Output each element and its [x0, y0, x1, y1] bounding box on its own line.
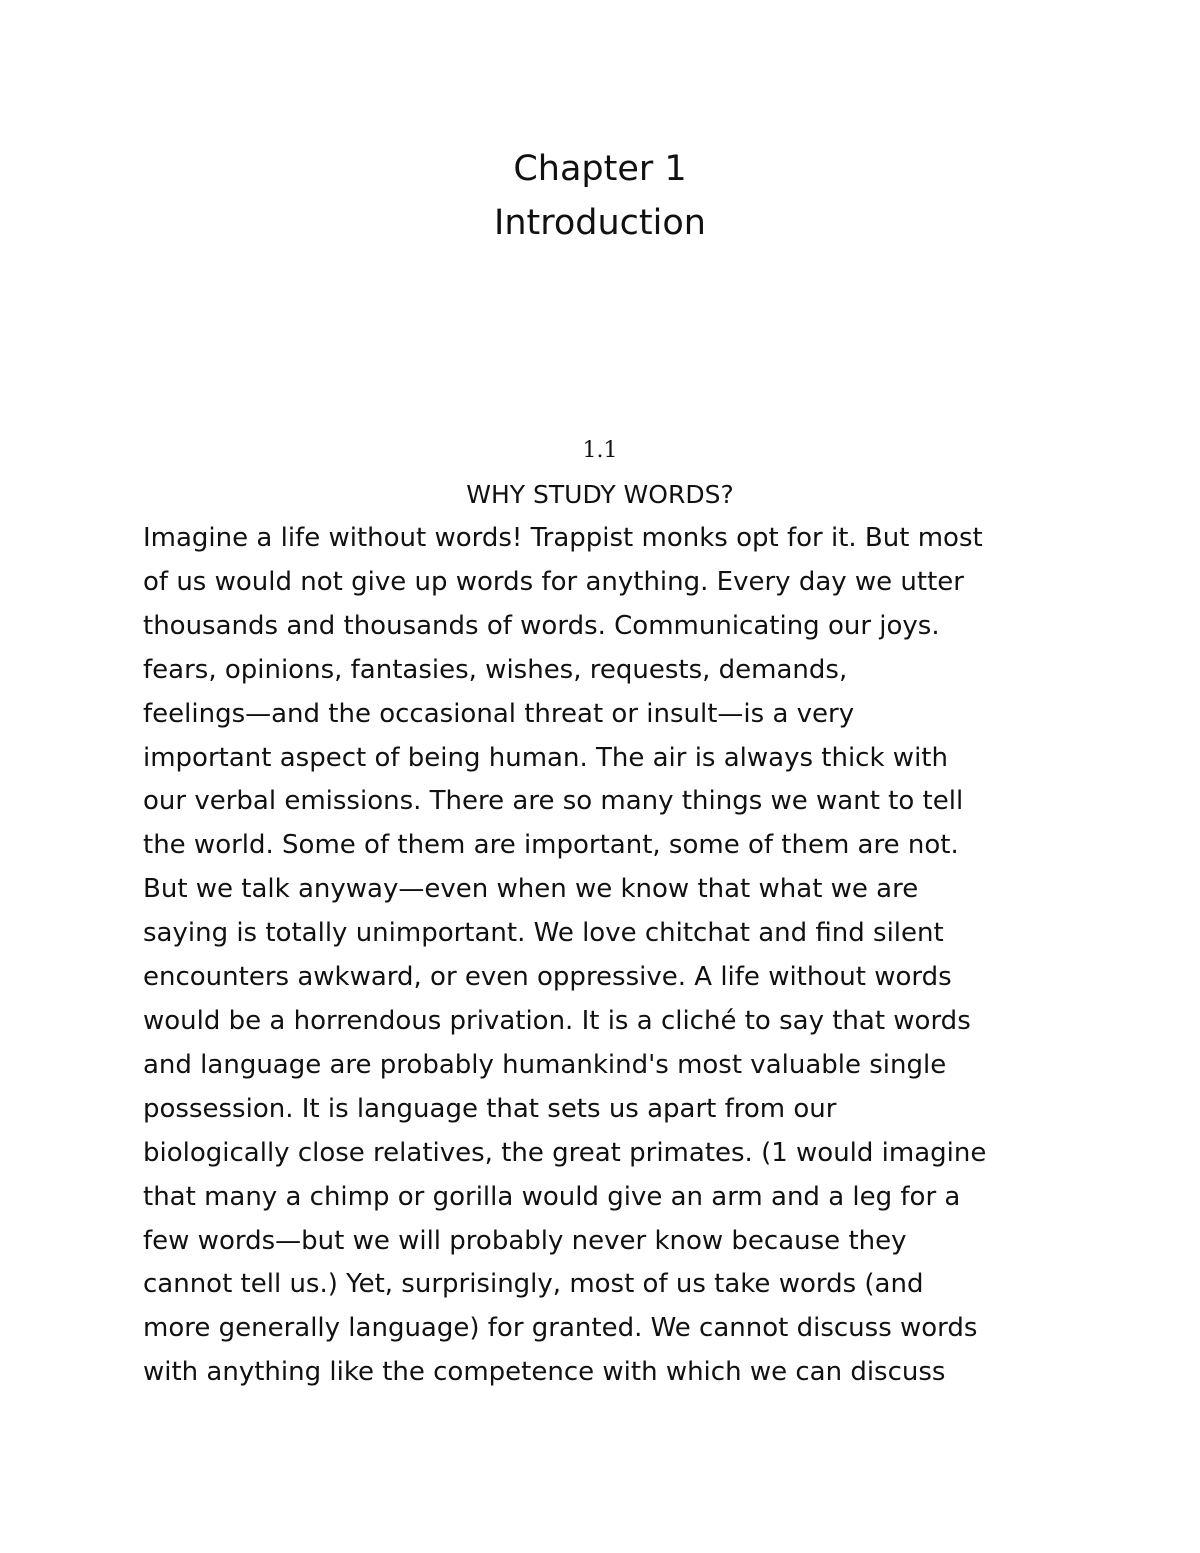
body-line: that many a chimp or gorilla would give an arm and a leg for a — [143, 1181, 961, 1212]
chapter-label: Chapter 1 — [513, 149, 687, 189]
body-line: But we talk anyway—even when we know that what we are — [143, 874, 919, 905]
body-line: saying is totally unimportant. We love chitchat and find silent — [143, 918, 944, 949]
body-line: with anything like the competence with which we can discuss — [143, 1357, 946, 1388]
body-line: thousands and thousands of words. Communicating our joys. — [143, 610, 940, 641]
body-line: encounters awkward, or even oppressive. A life without words — [143, 962, 952, 993]
body-line: more generally language) for granted. We cannot discuss words — [143, 1313, 978, 1344]
body-line: of us would not give up words for anything. Every day we utter — [143, 566, 964, 597]
body-line: few words—but we will probably never know because they — [143, 1225, 907, 1256]
body-line: the world. Some of them are important, some of them are not. — [143, 830, 959, 861]
body-paragraph — [143, 517, 1083, 1395]
body-line: cannot tell us.) Yet, surprisingly, most of us take words (and — [143, 1269, 924, 1300]
body-line: fears, opinions, fantasies, wishes, requests, demands, — [143, 654, 848, 685]
section-title: WHY STUDY WORDS? — [466, 480, 734, 509]
chapter-heading — [0, 142, 1200, 250]
chapter-title: Introduction — [494, 203, 706, 243]
body-line: possession. It is language that sets us apart from our — [143, 1093, 837, 1124]
body-line: feelings—and the occasional threat or insult—is a very — [143, 698, 855, 729]
body-line: would be a horrendous privation. It is a cliché to say that words — [143, 1005, 971, 1036]
body-line: Imagine a life without words! Trappist monks opt for it. But most — [143, 523, 983, 553]
body-line: and language are probably humankind's most valuable single — [143, 1049, 947, 1080]
body-line: important aspect of being human. The air is always thick with — [143, 742, 948, 773]
section-number: 1.1 — [582, 438, 618, 463]
body-line: our verbal emissions. There are so many things we want to tell — [143, 786, 964, 817]
body-line: biologically close relatives, the great primates. (1 would imagine — [143, 1137, 987, 1168]
